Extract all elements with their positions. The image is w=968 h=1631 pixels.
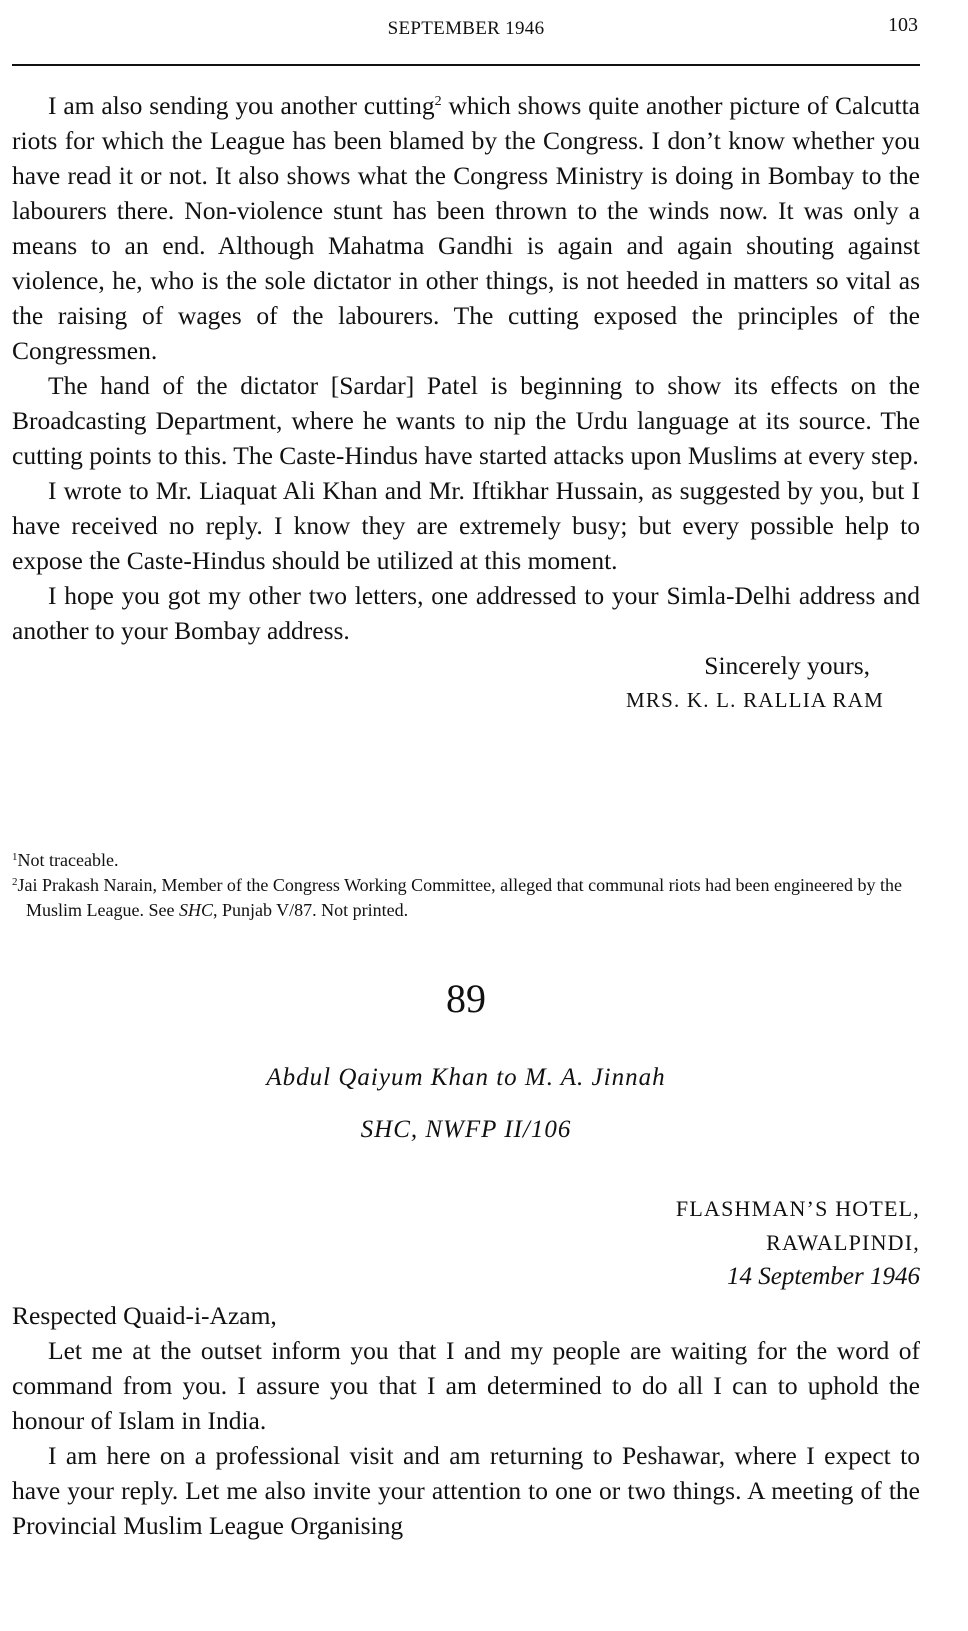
paragraph-1	[12, 88, 920, 368]
footnotes	[12, 848, 920, 923]
header-rule	[12, 64, 920, 66]
paragraph-3: I wrote to Mr. Liaquat Ali Khan and Mr. Iftikhar Hussain, as suggested by you, but I have received no reply. I know they are extremely busy; but every possible help to expose the Caste-Hindus should be utilized at this moment.	[12, 476, 920, 575]
footnote-2-text-end: , Punjab V/87. Not printed.	[212, 900, 409, 920]
second-letter-paragraph-1: Let me at the outset inform you that I and my people are waiting for the word of command from you. I assure you that I am determined to do all I can to uphold the honour of Islam in India.	[12, 1336, 920, 1435]
document-heading: Abdul Qaiyum Khan to M. A. Jinnah	[266, 1064, 666, 1091]
page-number: 103	[888, 14, 918, 36]
second-letter-paragraph-2: I am here on a professional visit and am returning to Peshawar, where I expect to have your reply. Let me also invite your attention to one or two things. A meeting of the Provincial Muslim League Organising	[12, 1441, 920, 1540]
letter-date: 14 September 1946	[726, 1263, 920, 1290]
signature: MRS. K. L. RALLIA RAM	[626, 688, 884, 712]
address-line-2: RAWALPINDI,	[766, 1230, 920, 1255]
footnote-1	[12, 848, 920, 873]
book-page	[12, 0, 920, 1631]
paragraph-1-start: I am also sending you another cutting	[48, 91, 435, 120]
footnote-2-source: SHC	[178, 900, 213, 920]
footnote-2	[12, 873, 920, 923]
footnote-ref-2: 2	[434, 94, 442, 109]
paragraph-4: I hope you got my other two letters, one addressed to your Simla-Delhi address and another to your Bombay address.	[12, 581, 920, 645]
running-title: SEPTEMBER 1946	[387, 18, 545, 39]
letter-body	[12, 88, 920, 717]
closing: Sincerely yours,	[704, 651, 870, 680]
paragraph-2: The hand of the dictator [Sardar] Patel is beginning to show its effects on the Broadcasting Department, where he wants to nip the Urdu language at its source. The cutting points to this. The Caste-Hindus have started attacks upon Muslims at every step.	[12, 371, 920, 470]
sender-address	[420, 1192, 920, 1294]
footnote-2-mark: 2	[12, 876, 18, 888]
salutation: Respected Quaid-i-Azam,	[12, 1301, 277, 1330]
footnote-2-text: Jai Prakash Narain, Member of the Congress Working Committee, alleged that communal riots had been engineered by the Muslim League. See	[17, 875, 902, 920]
running-header	[12, 12, 920, 46]
paragraph-1-rest: which shows quite another picture of Calcutta riots for which the League has been blamed by the Congress. I don’t know whether you have read it or not. It also shows what the Congress Ministry is doing in Bombay to the labourers there. Non-violence stunt has been thrown to the winds now. It was only a means to an end. Although Mahatma Gandhi is again and again shouting against violence, he, who is the sole dictator in other things, is not heeded in matters so vital as the raising of wages of the labourers. The cutting exposed the principles of the Congressmen.	[12, 91, 920, 365]
second-letter-body	[12, 1298, 920, 1543]
document-number: 89	[446, 976, 486, 1021]
address-line-1: FLASHMAN’S HOTEL,	[675, 1196, 920, 1221]
document-source: SHC, NWFP II/106	[360, 1116, 572, 1143]
footnote-1-text: Not traceable.	[17, 850, 119, 870]
footnote-1-mark: 1	[12, 851, 18, 863]
